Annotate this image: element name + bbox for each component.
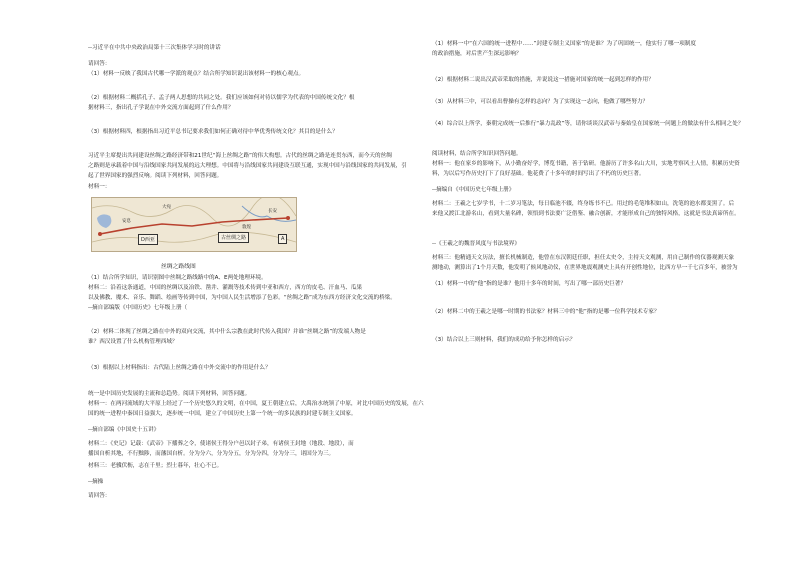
map-label-west-asia: D西亚 — [138, 234, 158, 245]
unity-material-1-line-1: 材料一：在两河流域的大平原上经过了一个历史悠久的文明，在中国，夏王朝建立后，大禹治水统领了中原，对比中国历史的发展，在六 — [88, 401, 424, 407]
route-endpoint-west — [98, 232, 102, 236]
map-place-2: 安息 — [122, 219, 131, 224]
map-caption: 丝绸之路线图 — [161, 264, 196, 270]
silk-road-map — [91, 197, 297, 252]
map-place-4: 长安 — [268, 209, 277, 214]
question-1: （1）材料一反映了我国古代哪一学派的观点？结合所学知识说出该材料一的核心观点。 — [88, 71, 305, 77]
unity-material-1-line-2: 国的统一进程中秦国日益强大，逐步统一中国，建立了中国历史上第一个统一的多民族的封建专制主义国家。 — [88, 411, 357, 417]
unity-material-3: 材料三：老骥伏枥，志在千里；烈士暮年，壮心不已。 — [88, 463, 223, 469]
material-2-line-2: 以及佛教、魔术、音乐、舞蹈、绘画等传到中国，为中国人民生活增添了色彩。“丝绸之路”成为东西方经济文化交流的桥梁。 — [88, 295, 396, 301]
question-3: （3）根据材料四，根据指出习近平总书记要求我们如何正确对待中华优秀传统文化？其目的是什么？ — [88, 129, 338, 135]
r-material-2-source: --《王羲之的魏晋风度与书法境界》 — [432, 241, 520, 247]
r-material-2-line-2: 来他又渡江北游名山，看到大量名碑，领悟到书法要广泛借鉴、融合创新，才能形成自己的独特风格，这就是书法真谛所在。 — [432, 211, 740, 217]
question-2-line-1: （2）根据材料二概括孔子、孟子两人思想的共同之处。我们应该如何对待以儒学为代表的中国传统文化？根 — [88, 95, 355, 101]
r-question-1-line-1: （1）材料一中“在六国的统一进程中……”封建专制主义国家”的是谁？为了巩固统一，他实行了哪一项制度 — [432, 41, 696, 47]
questions-heading: 请回答： — [88, 61, 111, 67]
material-2-source: --摘自部编版《中国历史》七年级上册（ — [88, 305, 188, 311]
r-question-3: （3）从材料三中，可以看出曹操有怎样的志向？为了实现这一志向，他做了哪些努力？ — [432, 99, 649, 105]
unity-material-2-line-1: 材料二：《史记》记载：《武帝》下播葬之令，使诸侯王得分户邑以封子弟，有诸侯王封地（地段、地段），而 — [88, 441, 354, 447]
r-material-1-line-2: 料，为以后写作历史打下了良好基础。他花费了十多年的时间写出了不朽的历史巨著。 — [432, 171, 645, 177]
map-place-3: 敦煌 — [242, 225, 251, 230]
material-2-line-1: 材料二：沿着这条通道，中国的丝绸以及冶铁、凿井、灌溉等技术传到中亚和西方，西方的皮毛、汗血马、瓜果 — [88, 285, 363, 291]
r-question-1-line-2: 的政治措施，对后世产生深远影响？ — [432, 51, 522, 57]
map-background — [92, 198, 296, 251]
r-material-3-line-2: 测地动，测算出了1个月天数，他发明了候风地动仪，在世界地震观测史上具有开创性地位，比西方早一千七百多年，被誉为 — [432, 265, 738, 271]
map-place-1: 大宛 — [162, 205, 171, 210]
map-question-1: （1）结合所学知识，请识别图中丝绸之路线路中的A、E两处地理环境。 — [88, 275, 267, 281]
r-question-6: （2）材料二中的王羲之是哪一时期的书法家？材料三中的“他”指的是哪一位科学技术专家？ — [432, 309, 660, 315]
r-material-1-source: --摘编自《中国历史七年级上册》 — [432, 187, 515, 193]
map-graphic — [92, 198, 296, 251]
question-2-line-2: 据材料三，指出孔子学说在中外交流方面起到了什么作用？ — [88, 105, 234, 111]
r-question-7: （3）结合以上三则材料，我们的成功给予你怎样的启示？ — [432, 337, 576, 343]
intro-line-2: 之路则是承载着中国与沿线国家共同发展的远大理想。中国将与沿线国家共同建设互联互通，实现中国与沿线国家的共同发展，引 — [88, 163, 407, 169]
map-label-a: A — [278, 234, 287, 244]
unity-questions-heading: 请回答： — [88, 493, 111, 499]
unity-intro: 统一是中国历史发展的主流和总趋势。阅读下列材料，回答问题。 — [88, 391, 251, 397]
unity-material-3-source: --摘操 — [88, 479, 104, 485]
unity-material-1-source: --摘自部编《中国史十五讲》 — [88, 427, 160, 433]
intro-line-3: 起了世界国家的强烈反响。阅读下列材料，回答问题。 — [88, 173, 223, 179]
r-material-3-line-1: 材料三：他精通天文历法，擅长机械制造，他曾在东汉朝廷任职，担任太史令，主持天文观测，用自己制作的仪器观测天象 — [432, 255, 735, 261]
intro-line-1: 习近平主席提出共同建设丝绸之路经济带和21世纪“海上丝绸之路”的伟大构想。古代的丝绸之路是连贯东西，而今天的丝绸 — [88, 153, 392, 159]
map-question-3: （3）根据以上材料指出：古代陆上丝绸之路在中外交流中的作用是什么？ — [88, 365, 271, 371]
r-material-1-line-1: 材料一：他在家乡的影响下，从小勤奋好学，博览书籍，善于钻研。他游历了许多名山大川，实地考察风土人情，积累历史资 — [432, 161, 740, 167]
r-question-2: （2）根据材料二说出汉武帝采取的措施，并说说这一措施对国家的统一起到怎样的作用？ — [432, 77, 654, 83]
r-question-5: （1）材料一中的“他”指的是谁？他用十多年的时间，写出了哪一部历史巨著？ — [432, 281, 626, 287]
map-question-2-line-2: 谁？西汉设置了什么机构管理西域？ — [88, 339, 178, 345]
r-question-4: （4）综合以上所学，秦朝完成统一后推行“暴力乱政”等，请你谈谈汉武帝与秦始皇在国家统一问题上的做法有什么相同之处？ — [432, 121, 744, 127]
r-material-2-line-1: 材料二：王羲之七岁学书，十二岁习笔法，每日临池不辍，终身练书不已。用过的毛笔堆积如山，洗笔的池水都变黑了。后 — [432, 201, 735, 207]
route-endpoint-east — [286, 216, 290, 220]
map-question-2-line-1: （2）材料二体现了丝绸之路在中外的双向交流，其中什么宗教在此时代传入我国？并谁“丝绸之路”的发端人物是 — [88, 329, 366, 335]
unity-material-2-line-2: 播国自析其地，不行黜陟，而藩国自析。分为分六，分为分五，分为分四，分为分三，诸国分为三。 — [88, 451, 335, 457]
map-label-silk-road: 古丝绸之路 — [218, 232, 249, 243]
quote-source: --习近平在中共中央政治局第十三次集体学习时的讲话 — [88, 45, 221, 51]
r-intro: 阅读材料，结合所学知识回答问题。 — [432, 151, 522, 157]
material-1-label: 材料一： — [88, 184, 111, 190]
